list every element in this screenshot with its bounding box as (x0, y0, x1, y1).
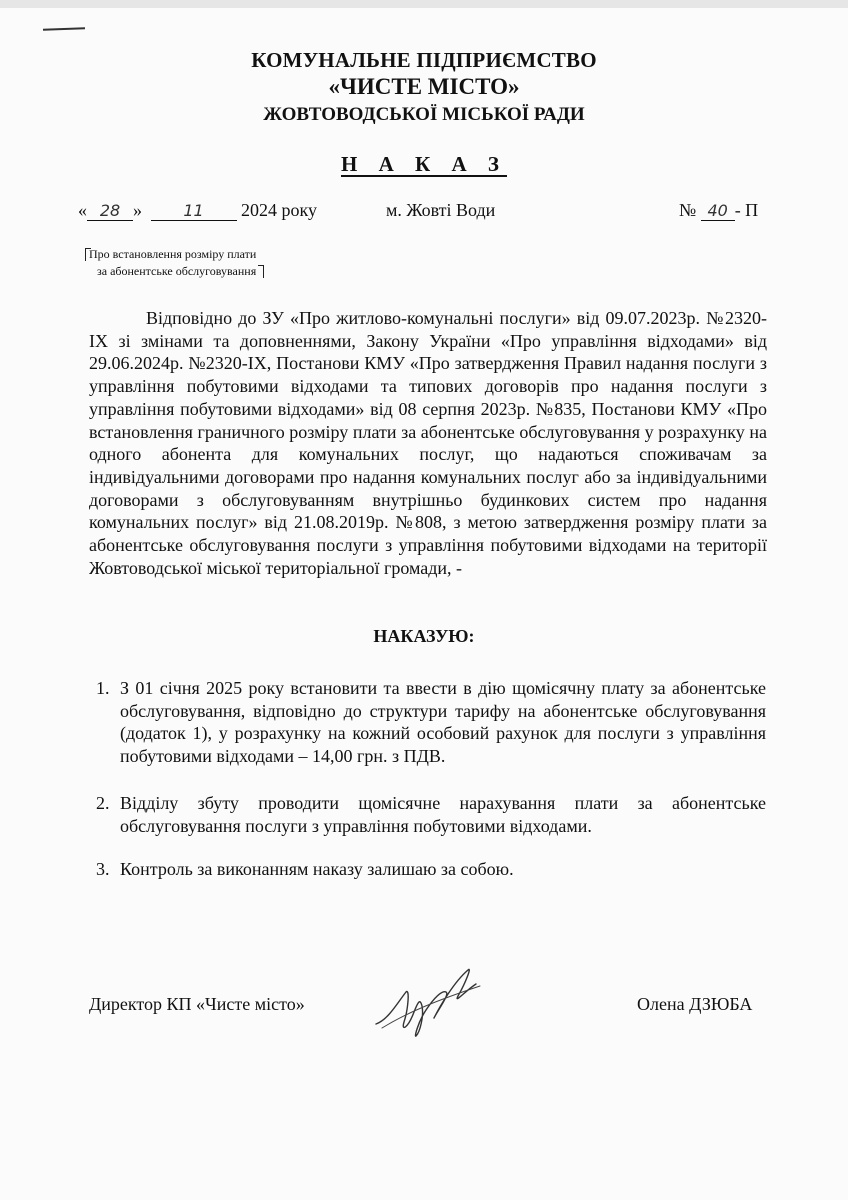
order-number (679, 200, 758, 221)
item-text: Контроль за виконанням наказу залишаю за собою. (120, 859, 514, 879)
number-value: 40 (701, 202, 735, 221)
order-date (78, 200, 317, 221)
date-close-quote: » (133, 200, 142, 220)
date-year: 2024 року (241, 200, 317, 220)
org-name-line2: «ЧИСТЕ МІСТО» (328, 74, 520, 99)
subject-line1: Про встановлення розміру плати (89, 247, 257, 261)
number-prefix: № (679, 200, 697, 220)
item-number: 1. (96, 678, 110, 698)
scan-edge (0, 0, 848, 8)
date-month: 11 (151, 202, 237, 221)
signatory-name: Олена ДЗЮБА (637, 994, 753, 1014)
number-suffix: - П (734, 200, 759, 220)
date-open-quote: « (78, 200, 87, 220)
scan-mark (43, 27, 85, 30)
subject-line2: за абонентське обслуговування (97, 264, 257, 278)
bracket-left (85, 248, 91, 261)
order-item (96, 858, 766, 881)
org-name-line3: ЖОВТОВОДСЬКОЇ МІСЬКОЇ РАДИ (263, 104, 585, 125)
city: м. Жовті Води (386, 200, 496, 220)
item-number: 3. (96, 859, 110, 879)
doc-type-text: Н А К А З (341, 152, 507, 176)
order-item (96, 677, 766, 768)
subject-block (89, 246, 256, 280)
item-text: Відділу збуту проводити щомісячне нарахування плати за абонентське обслуговування послуги з управління побутовими відходами. (120, 793, 766, 836)
date-day: 28 (87, 202, 133, 221)
bracket-right (258, 265, 264, 278)
order-heading: НАКАЗУЮ: (373, 626, 475, 646)
signatory-position: Директор КП «Чисте місто» (89, 994, 305, 1014)
item-number: 2. (96, 793, 110, 813)
preamble-paragraph: Відповідно до ЗУ «Про житлово-комунальні послуги» від 09.07.2023р. №2320-IX зі змінами та доповненнями, Закону України «Про управління відходами» від 29.06.2024р. №2320-IX, Постанови КМУ «Про затвердження Правил надання послуги з управління побутовими відходами та типових договорів про надання послуги з управління побутовими відходами» від 08 серпня 2023р. №835, Постанови КМУ «Про встановлення граничного розміру плати за абонентське обслуговування у розрахунку на одного абонента для комунальних послуг, що надаються споживачам за індивідуальними договорами про надання комунальних послуг або за індивідуальними договорами з обслуговуванням внутрішньо будинкових систем про надання комунальних послуг» від 21.08.2019р. №808, з метою затвердження розміру плати за абонентське обслуговування послуги з управління побутовими відходами на території Жовтоводської міської територіальної громади, - (89, 308, 767, 578)
order-item (96, 792, 766, 837)
org-name-line1: КОМУНАЛЬНЕ ПІДПРИЄМСТВО (251, 48, 597, 72)
handwritten-signature (368, 962, 498, 1042)
item-text: З 01 січня 2025 року встановити та ввести в дію щомісячну плату за абонентське обслуговування, відповідно до структури тарифу на абонентське обслуговування (додаток 1), у розрахунку на кожний особовий рахунок для послуги з управління побутовими відходами – 14,00 грн. з ПДВ. (120, 678, 766, 767)
doc-type-title (0, 152, 848, 177)
